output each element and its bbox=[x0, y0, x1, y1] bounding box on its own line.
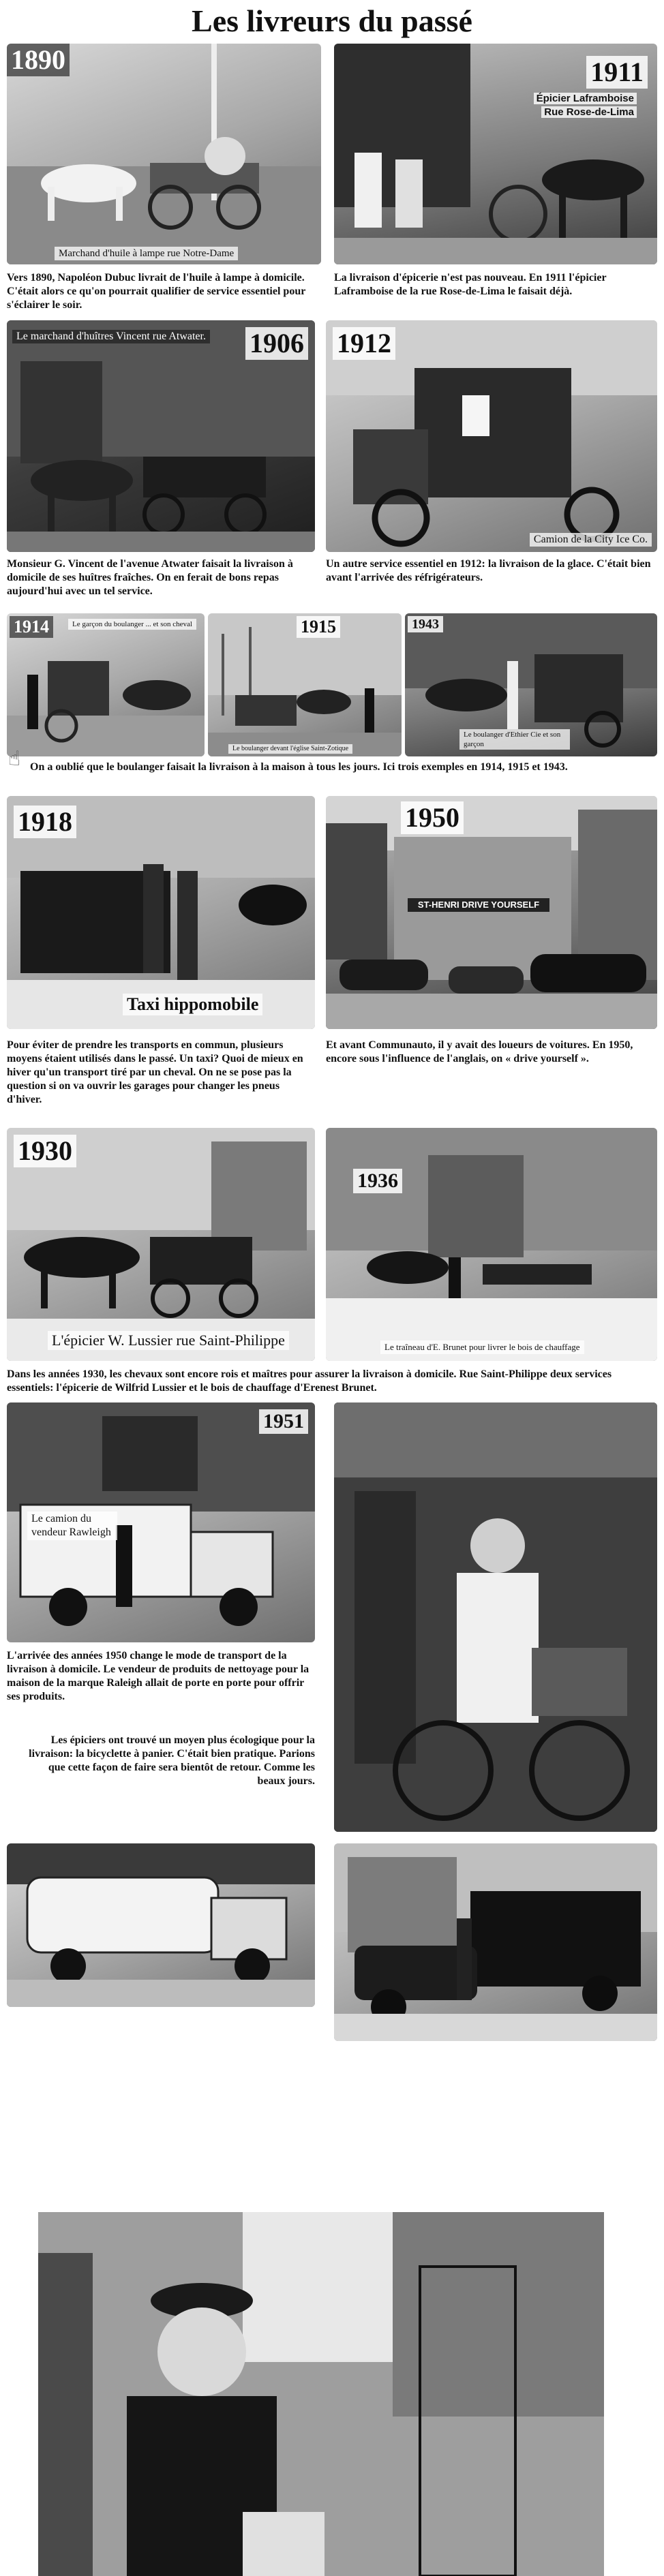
photo-caption-1943: Le boulanger d'Ethier Cie et son garçon bbox=[459, 729, 570, 750]
sign-rose-de-lima: Rue Rose-de-Lima bbox=[541, 106, 637, 118]
photo-1890-lamp-oil-merchant bbox=[7, 44, 321, 264]
milkman-illustration bbox=[38, 2212, 604, 2576]
text-bicycle: Les épiciers ont trouvé un moyen plus écologique pour la livraison: la bicyclette à panier. C'était bien pratique. Parions que cette façon de faire sera bientôt de retour. Comme les beaux jours. bbox=[29, 1734, 315, 1787]
photo-caption-1890: Marchand d'huile à lampe rue Notre-Dame bbox=[55, 247, 238, 260]
sign-drive-yourself: ST-HENRI DRIVE YOURSELF bbox=[408, 898, 549, 912]
photo-1906-oyster-merchant bbox=[7, 320, 315, 552]
photo-caption-1930: L'épicier W. Lussier rue Saint-Philippe bbox=[48, 1331, 289, 1350]
year-label-1914: 1914 bbox=[10, 616, 53, 638]
photo-bicycle-delivery bbox=[334, 1402, 657, 1832]
text-1936: Dans les années 1930, les chevaux sont encore rois et maîtres pour assurer la livraison à domicile. Rue Saint-Philippe deux services essentiels: l'épicerie de Wilfrid Lussier et le bois de chauffage d'Erenest Brunet. bbox=[7, 1368, 612, 1394]
year-label-1943: 1943 bbox=[408, 616, 443, 632]
photo-1930-grocer-lussier bbox=[7, 1128, 315, 1361]
year-label-1950: 1950 bbox=[401, 801, 464, 834]
year-label-1912: 1912 bbox=[333, 327, 395, 360]
photo-1912-city-ice-truck bbox=[326, 320, 657, 552]
year-label-1918: 1918 bbox=[14, 806, 76, 838]
text-1890: Vers 1890, Napoléon Dubuc livrait de l'huile à lampe à domicile. C'était alors ce qu'on pourrait qualifier de service essentiel pour s'éclairer le soir. bbox=[7, 272, 306, 311]
photo-1936-brunet-sled bbox=[326, 1128, 657, 1361]
text-1951: L'arrivée des années 1950 change le mode de transport de la livraison à domicile. Le vendeur de produits de nettoyage pour la maison de la marque Raleigh allait de porte en porte pour offrir ses produits. bbox=[7, 1650, 310, 1702]
photo-fuel-oil-truck bbox=[7, 1843, 315, 2007]
photo-charity-truck bbox=[334, 1843, 657, 2041]
car-rental-illustration bbox=[326, 796, 657, 1029]
photo-caption-1912: Camion de la City Ice Co. bbox=[530, 533, 652, 547]
page-title: Les livreurs du passé bbox=[192, 3, 472, 38]
photo-caption-1914: Le garçon du boulanger ... et son cheval bbox=[68, 619, 196, 630]
photo-caption-1918: Taxi hippomobile bbox=[123, 994, 262, 1015]
year-label-1890: 1890 bbox=[7, 44, 70, 76]
year-label-1951: 1951 bbox=[259, 1409, 308, 1434]
photo-1914-baker-boy bbox=[7, 613, 205, 756]
photo-1951-rawleigh-truck bbox=[7, 1402, 315, 1642]
photo-caption-1915: Le boulanger devant l'église Saint-Zotique bbox=[228, 744, 352, 754]
photo-caption-1936: Le traîneau d'E. Brunet pour livrer le bois de chauffage bbox=[380, 1340, 584, 1354]
photo-milkman bbox=[38, 2212, 604, 2576]
photo-1918-horse-taxi bbox=[7, 796, 315, 1029]
year-label-1911: 1911 bbox=[586, 56, 648, 89]
photo-caption-1951: Le camion du vendeur Rawleigh bbox=[27, 1512, 117, 1540]
photo-1943-baker-ethier bbox=[405, 613, 657, 756]
text-bakers: On a oublié que le boulanger faisait la livraison à la maison à tous les jours. Ici trois exemples en 1914, 1915 et 1943. bbox=[30, 761, 568, 773]
charity-truck-illustration bbox=[334, 1843, 657, 2041]
photo-1915-baker-church bbox=[208, 613, 402, 756]
year-label-1936: 1936 bbox=[353, 1169, 402, 1193]
text-1950: Et avant Communauto, il y avait des loueurs de voitures. En 1950, encore sous l'influence de l'anglais, on « drive yourself ». bbox=[326, 1039, 633, 1064]
text-1911: La livraison d'épicerie n'est pas nouveau. En 1911 l'épicier Laframboise de la rue Rose-de-Lima le faisait déjà. bbox=[334, 272, 607, 297]
year-label-1915: 1915 bbox=[297, 616, 340, 638]
fuel-truck-illustration bbox=[7, 1843, 315, 2007]
year-label-1930: 1930 bbox=[14, 1135, 76, 1167]
horse-cart-illustration bbox=[7, 44, 321, 264]
wood-sled-illustration bbox=[326, 1128, 657, 1361]
sign-laframboise: Épicier Laframboise bbox=[534, 93, 637, 104]
text-1918: Pour éviter de prendre les transports en commun, plusieurs moyens étaient utilisés dans le passé. Un taxi? Quoi de mieux en hiver qu'un transport tiré par un cheval. On ne se pose pas la question si on va ouvrir les garages pour changer les pneus d'hiver. bbox=[7, 1039, 303, 1105]
year-label-1906: 1906 bbox=[245, 327, 308, 360]
bicycle-grocer-illustration bbox=[334, 1402, 657, 1832]
text-1906: Monsieur G. Vincent de l'avenue Atwater faisait la livraison à domicile de ses huîtres fraîches. On en ferait de bons repas aujourd'hui avec un tel service. bbox=[7, 558, 293, 597]
hand-pointer-icon: ☝ bbox=[8, 748, 21, 770]
text-1912: Un autre service essentiel en 1912: la livraison de la glace. C'était bien avant l'arrivée des réfrigérateurs. bbox=[326, 558, 651, 583]
photo-caption-1906: Le marchand d'huîtres Vincent rue Atwater. bbox=[12, 330, 210, 343]
photo-1950-drive-yourself bbox=[326, 796, 657, 1029]
photo-1911-grocer-laframboise bbox=[334, 44, 657, 264]
